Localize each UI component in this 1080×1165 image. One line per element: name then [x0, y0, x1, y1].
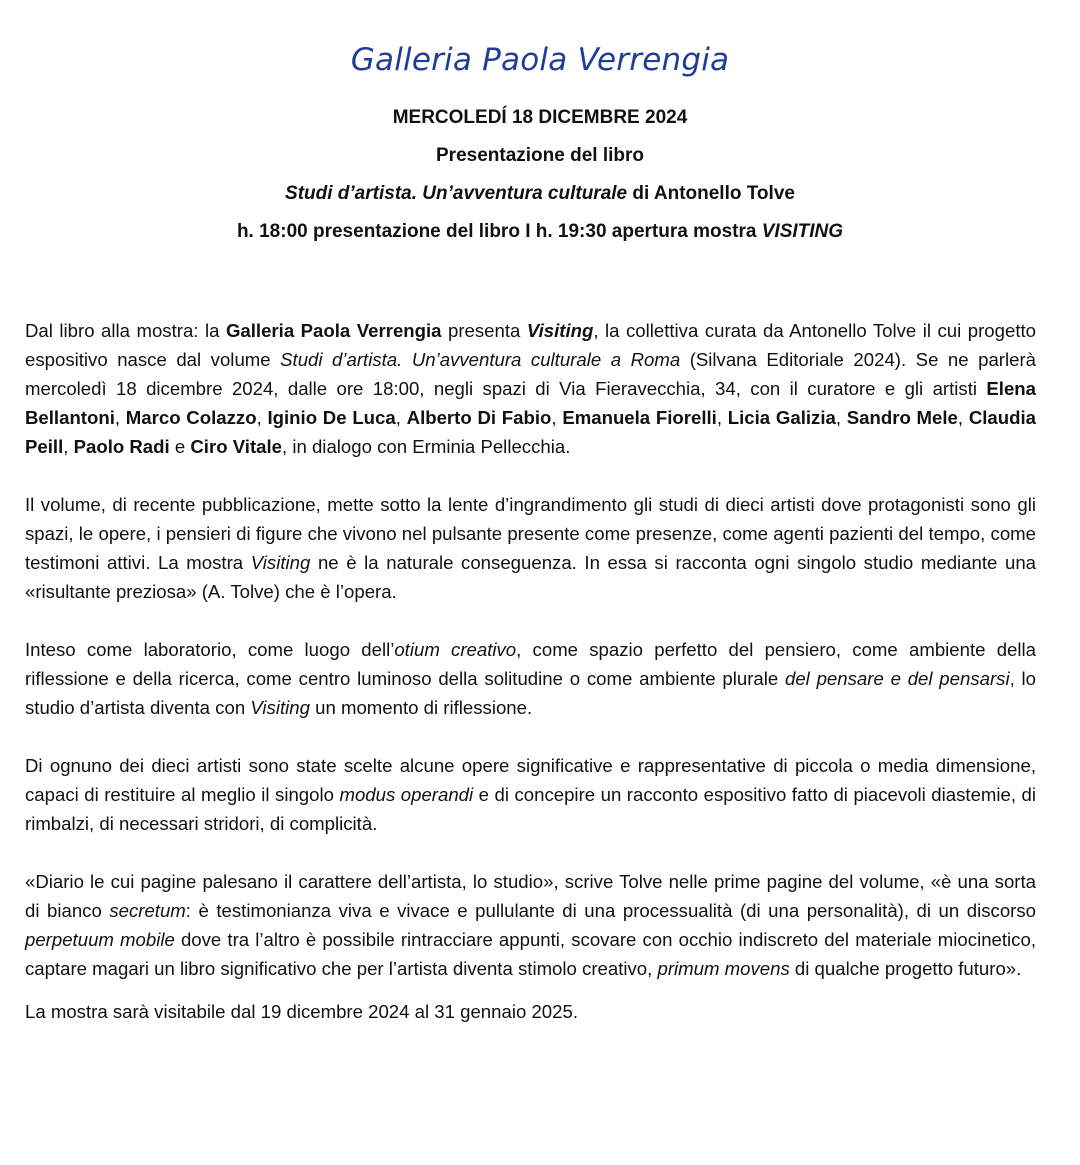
paragraph-dates: La mostra sarà visitabile dal 19 dicembre 2024 al 31 gennaio 2025. [25, 1001, 579, 1022]
artist-name: Sandro Mele [846, 407, 958, 428]
gallery-logo: Galleria Paola Verrengia [350, 42, 730, 78]
artist-name: Emanuela Fiorelli [562, 407, 717, 428]
schedule-text: h. 18:00 presentazione del libro I h. 19:30 apertura mostra [236, 221, 762, 242]
exhibition-name: Visiting [526, 320, 594, 341]
artist-name: Licia Galizia [727, 407, 836, 428]
book-line [0, 182, 1080, 206]
book-title: Studi d’artista. Un’avventura culturale a Roma [280, 349, 681, 370]
schedule-line [0, 220, 1080, 244]
exhibition-name: Visiting [250, 697, 310, 718]
artist-name: Alberto Di Fabio [406, 407, 552, 428]
book-title: Studi d’artista. Un’avventura culturale [285, 183, 628, 204]
artist-name: Claudia Peill [25, 407, 1036, 457]
exhibition-name: VISITING [761, 221, 844, 242]
book-author: di Antonello Tolve [627, 183, 795, 204]
paragraph-intro: Dal libro alla mostra: la Galleria Paola Verrengia presenta Visiting, la collettiva curata da Antonello Tolve il cui progetto espositivo nasce dal volume Studi d’artista. Un’avventura culturale a Roma (Silvana Editoriale 2024). Se ne parlerà mercoledì 18 dicembre 2024, dalle ore 18:00, negli spazi di Via Fieravecchia, 34, con il curatore e gli artisti Elena Bellantoni, Marco Colazzo, Iginio De Luca, Alberto Di Fabio, Emanuela Fiorelli, Licia Galizia, Sandro Mele, Claudia Peill, Paolo Radi e Ciro Vitale, in dialogo con Erminia Pellecchia. [25, 320, 1037, 457]
paragraph-volume: Il volume, di recente pubblicazione, mette sotto la lente d’ingrandimento gli studi di dieci artisti dove protagonisti sono gli spazi, le opere, i pensieri di figure che vivono nel pulsante presente come presenze, come agenti pazienti del tempo, come testimoni attivi. La mostra Visiting ne è la naturale conseguenza. In essa si racconta ogni singolo studio mediante una «risultante preziosa» (A. Tolve) che è l’opera. [25, 494, 1036, 602]
artist-name: Iginio De Luca [267, 407, 396, 428]
event-title: Presentazione del libro [436, 145, 644, 166]
gallery-name: Galleria Paola Verrengia [225, 320, 442, 341]
artist-name: Ciro Vitale [190, 436, 282, 457]
event-date: MERCOLEDÍ 18 DICEMBRE 2024 [392, 107, 688, 128]
artist-name: Paolo Radi [73, 436, 170, 457]
paragraph-studio: Inteso come laboratorio, come luogo dell’otium creativo, come spazio perfetto del pensiero, come ambiente della riflessione e della ricerca, come centro luminoso della solitudine o come ambiente plurale del pensare e del pensarsi, lo studio d’artista diventa con Visiting un momento di riflessione. [25, 639, 1036, 718]
artist-name: Elena Bellantoni [25, 378, 1036, 428]
paragraph-works: Di ognuno dei dieci artisti sono state scelte alcune opere significative e rappresentative di piccola o media dimensione, capaci di restituire al meglio il singolo modus operandi e di concepire un racconto espositivo fatto di piacevoli diastemie, di rimbalzi, di necessari stridori, di complicità. [25, 755, 1037, 834]
paragraph-quote: «Diario le cui pagine palesano il carattere dell’artista, lo studio», scrive Tolve nelle prime pagine del volume, «è una sorta di bianco secretum: è testimonianza viva e vivace e pullulante di una processualità (di una personalità), di un discorso perpetuum mobile dove tra l’altro è possibile rintracciare appunti, scovare con occhio indiscreto del materiale miocinetico, captare magari un libro significativo che per l’artista diventa stimolo creativo, primum movens di qualche progetto futuro». [25, 871, 1036, 979]
artist-name: Marco Colazzo [125, 407, 257, 428]
exhibition-name: Visiting [250, 552, 311, 573]
body-text [25, 316, 1036, 1026]
